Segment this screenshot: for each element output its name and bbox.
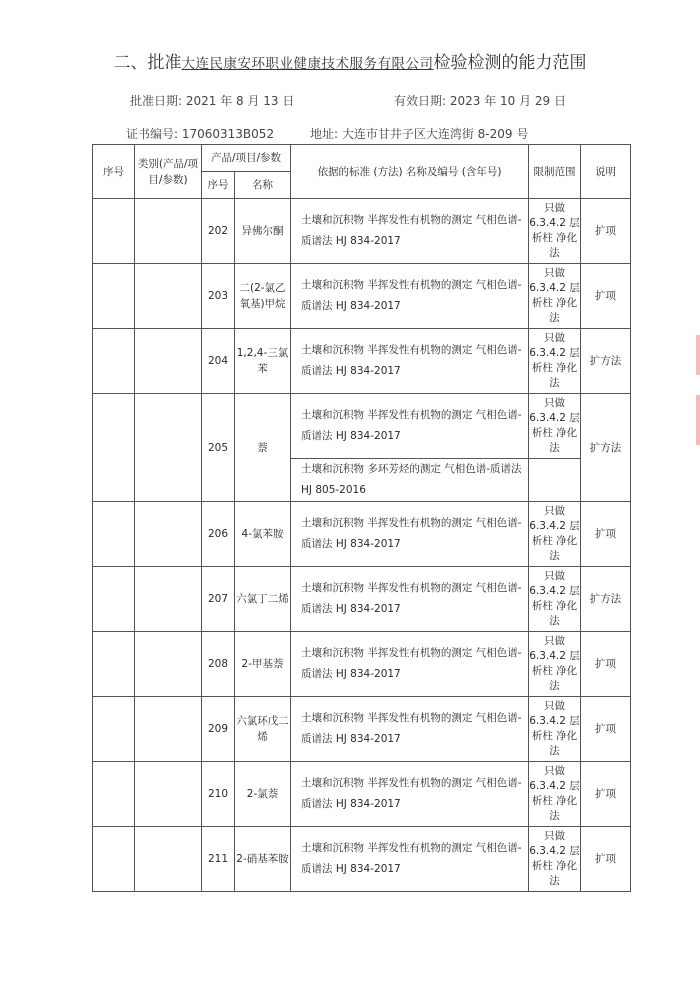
item-no: 204	[202, 329, 235, 394]
item-name: 2-甲基萘	[235, 632, 291, 697]
limit-cell: 只做 6.3.4.2 层析柱 净化法	[529, 697, 581, 762]
item-no: 202	[202, 199, 235, 264]
item-no: 203	[202, 264, 235, 329]
item-no: 208	[202, 632, 235, 697]
standard-cell: 土壤和沉积物 半挥发性有机物的测定 气相色谱-质谱法 HJ 834-2017	[291, 567, 529, 632]
note-cell: 扩方法	[581, 394, 631, 502]
title-prefix: 二、批准	[113, 53, 182, 73]
approval-date: 批准日期: 2021 年 8 月 13 日	[130, 94, 295, 108]
table-row	[93, 502, 631, 567]
table-row	[93, 827, 631, 892]
item-no: 205	[202, 394, 235, 502]
note-cell: 扩项	[581, 762, 631, 827]
valid-date: 有效日期: 2023 年 10 月 29 日	[394, 94, 567, 108]
item-no: 209	[202, 697, 235, 762]
certificate-number: 证书编号: 17060313B052	[126, 127, 275, 141]
standard-cell: 土壤和沉积物 半挥发性有机物的测定 气相色谱-质谱法 HJ 834-2017	[291, 394, 529, 459]
item-name: 异佛尔酮	[235, 199, 291, 264]
standard-cell: 土壤和沉积物 多环芳烃的测定 气相色谱-质谱法 HJ 805-2016	[291, 459, 529, 502]
table-row	[93, 567, 631, 632]
note-cell: 扩项	[581, 502, 631, 567]
limit-cell: 只做 6.3.4.2 层析柱 净化法	[529, 264, 581, 329]
table-row	[93, 264, 631, 329]
capability-table	[92, 144, 631, 892]
standard-cell: 土壤和沉积物 半挥发性有机物的测定 气相色谱-质谱法 HJ 834-2017	[291, 632, 529, 697]
item-name: 萘	[235, 394, 291, 502]
item-name: 二(2-氯乙氧基)甲烷	[235, 264, 291, 329]
standard-cell: 土壤和沉积物 半挥发性有机物的测定 气相色谱-质谱法 HJ 834-2017	[291, 502, 529, 567]
seal-edge-mark	[696, 335, 700, 375]
seal-edge-mark	[696, 395, 700, 445]
standard-cell: 土壤和沉积物 半挥发性有机物的测定 气相色谱-质谱法 HJ 834-2017	[291, 329, 529, 394]
item-no: 207	[202, 567, 235, 632]
item-name: 六氯丁二烯	[235, 567, 291, 632]
standard-cell: 土壤和沉积物 半挥发性有机物的测定 气相色谱-质谱法 HJ 834-2017	[291, 199, 529, 264]
standard-cell: 土壤和沉积物 半挥发性有机物的测定 气相色谱-质谱法 HJ 834-2017	[291, 697, 529, 762]
header-name: 名称	[235, 172, 291, 199]
header-product-group: 产品/项目/参数	[202, 145, 291, 172]
limit-cell: 只做 6.3.4.2 层析柱 净化法	[529, 502, 581, 567]
table-row	[93, 329, 631, 394]
limit-cell: 只做 6.3.4.2 层析柱 净化法	[529, 329, 581, 394]
item-no: 206	[202, 502, 235, 567]
table-row	[93, 394, 631, 459]
table-row	[93, 199, 631, 264]
item-name: 2-氯萘	[235, 762, 291, 827]
table-row	[93, 697, 631, 762]
table-row	[93, 762, 631, 827]
table-row	[93, 632, 631, 697]
item-name: 1,2,4-三氯苯	[235, 329, 291, 394]
note-cell: 扩项	[581, 827, 631, 892]
item-name: 六氯环戊二烯	[235, 697, 291, 762]
item-name: 2-硝基苯胺	[235, 827, 291, 892]
note-cell: 扩方法	[581, 567, 631, 632]
page-title	[0, 48, 700, 73]
note-cell: 扩项	[581, 264, 631, 329]
item-no: 210	[202, 762, 235, 827]
limit-cell: 只做 6.3.4.2 层析柱 净化法	[529, 762, 581, 827]
header-note: 说明	[581, 145, 631, 199]
header-item-no: 序号	[202, 172, 235, 199]
header-standard: 依据的标准 (方法) 名称及编号 (含年号)	[291, 145, 529, 199]
note-cell: 扩项	[581, 697, 631, 762]
limit-cell: 只做 6.3.4.2 层析柱 净化法	[529, 632, 581, 697]
address: 地址: 大连市甘井子区大连湾街 8-209 号	[310, 127, 529, 141]
item-name: 4-氯苯胺	[235, 502, 291, 567]
note-cell: 扩方法	[581, 329, 631, 394]
note-cell: 扩项	[581, 632, 631, 697]
header-limit: 限制范围	[529, 145, 581, 199]
organization-name: 大连民康安环职业健康技术服务有限公司	[181, 56, 434, 72]
item-no: 211	[202, 827, 235, 892]
note-cell: 扩项	[581, 199, 631, 264]
header-seq: 序号	[93, 145, 135, 199]
limit-cell: 只做 6.3.4.2 层析柱 净化法	[529, 827, 581, 892]
limit-cell: 只做 6.3.4.2 层析柱 净化法	[529, 567, 581, 632]
header-category: 类别(产品/项目/参数)	[135, 145, 202, 199]
standard-cell: 土壤和沉积物 半挥发性有机物的测定 气相色谱-质谱法 HJ 834-2017	[291, 762, 529, 827]
limit-cell: 只做 6.3.4.2 层析柱 净化法	[529, 394, 581, 459]
standard-cell: 土壤和沉积物 半挥发性有机物的测定 气相色谱-质谱法 HJ 834-2017	[291, 264, 529, 329]
standard-cell: 土壤和沉积物 半挥发性有机物的测定 气相色谱-质谱法 HJ 834-2017	[291, 827, 529, 892]
title-suffix: 检验检测的能力范围	[433, 53, 587, 73]
limit-cell: 只做 6.3.4.2 层析柱 净化法	[529, 199, 581, 264]
